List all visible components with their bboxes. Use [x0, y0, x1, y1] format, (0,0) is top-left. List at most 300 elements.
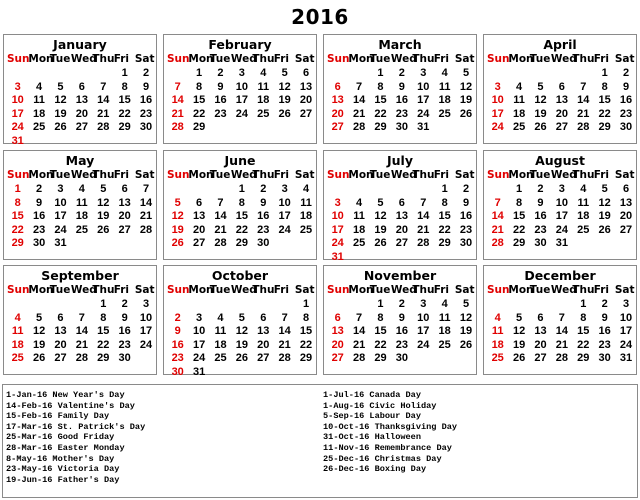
day-cell: 1	[238, 183, 245, 195]
weekday-label: Mon	[188, 284, 214, 296]
day-cell: 19	[598, 210, 611, 222]
day-cell: 22	[438, 223, 451, 236]
day-cell: 7	[142, 183, 150, 195]
day-cell: 9	[537, 196, 544, 209]
day-cell: 4	[356, 196, 363, 209]
day-cell: 28	[577, 121, 590, 133]
empty-day-cell	[508, 298, 529, 312]
day-cell: 31	[331, 250, 344, 263]
day-cell: 2	[217, 67, 224, 79]
empty-day-cell	[210, 183, 231, 197]
weekday-label: Mon	[28, 53, 54, 65]
empty-day-cell	[231, 298, 252, 312]
holidays-column-left	[6, 390, 145, 485]
day-cell: 21	[577, 107, 590, 120]
day-cell: 18	[32, 107, 46, 120]
day-cell: 17	[54, 210, 67, 222]
weekday-label: Sat	[614, 169, 635, 181]
month-name: September	[41, 268, 119, 283]
day-cell: 20	[619, 210, 633, 222]
weekday-label: Mon	[188, 53, 214, 65]
month-name: June	[224, 153, 256, 168]
weekday-label: Sat	[294, 169, 315, 181]
day-cell: 29	[598, 121, 611, 133]
day-cell: 4	[14, 311, 21, 324]
day-cell: 28	[491, 237, 504, 249]
month-name: May	[65, 153, 95, 168]
day-cell: 10	[619, 311, 633, 324]
day-cell: 21	[214, 223, 227, 236]
day-cell: 20	[75, 107, 88, 120]
day-cell: 9	[462, 196, 470, 209]
weekday-label: Tue	[49, 169, 71, 181]
weekday-label: Sun	[327, 284, 350, 296]
day-cell: 5	[462, 67, 470, 79]
day-cell: 1	[100, 298, 107, 310]
day-cell: 4	[441, 298, 448, 310]
day-cell: 12	[512, 325, 526, 337]
day-cell: 17	[619, 325, 633, 337]
day-cell: 24	[619, 338, 633, 351]
day-cell: 30	[534, 237, 547, 249]
day-cell: 2	[622, 67, 630, 79]
holiday-item: 31-Oct-16 Halloween	[323, 432, 421, 443]
day-cell: 29	[577, 352, 590, 364]
day-cell: 6	[121, 183, 128, 195]
weekday-label: Thu	[412, 284, 435, 296]
day-cell: 15	[118, 94, 131, 106]
day-cell: 12	[598, 196, 611, 209]
day-grid	[484, 67, 636, 135]
day-cell: 27	[331, 121, 344, 133]
day-cell: 16	[395, 325, 408, 337]
day-grid	[164, 183, 316, 251]
day-cell: 11	[11, 325, 24, 337]
holiday-item: 19-Jun-16 Father's Day	[6, 474, 120, 485]
day-cell: 9	[217, 80, 224, 93]
empty-day-cell	[348, 183, 369, 197]
day-cell: 12	[54, 94, 67, 106]
day-cell: 31	[11, 134, 24, 147]
day-cell: 31	[192, 365, 206, 378]
month-may	[3, 150, 157, 260]
weekday-header	[164, 283, 316, 298]
weekday-label: Wed	[550, 169, 577, 181]
weekday-label: Tue	[209, 169, 231, 181]
day-cell: 22	[235, 223, 248, 236]
weekday-label: Mon	[508, 53, 534, 65]
day-grid	[4, 67, 156, 148]
day-cell: 26	[97, 223, 110, 236]
day-cell: 17	[555, 210, 568, 222]
day-cell: 3	[196, 311, 203, 324]
day-cell: 14	[97, 94, 110, 106]
day-cell: 1	[196, 67, 203, 79]
empty-day-cell	[71, 298, 92, 312]
weekday-label: Sun	[487, 284, 510, 296]
month-december	[483, 265, 637, 375]
weekday-header	[4, 283, 156, 298]
weekday-label: Thu	[92, 284, 115, 296]
day-cell: 23	[619, 107, 633, 120]
weekday-header	[484, 52, 636, 67]
day-cell: 8	[121, 80, 128, 93]
day-cell: 10	[417, 311, 430, 324]
weekday-label: Sat	[454, 284, 475, 296]
day-cell: 21	[417, 223, 430, 236]
day-cell: 16	[171, 338, 184, 351]
day-cell: 18	[214, 338, 227, 351]
month-name: January	[53, 37, 107, 52]
day-cell: 30	[619, 121, 633, 133]
weekday-label: Thu	[252, 284, 275, 296]
day-cell: 25	[512, 121, 526, 133]
day-cell: 24	[192, 352, 206, 364]
day-cell: 12	[374, 210, 387, 222]
day-cell: 14	[139, 196, 153, 209]
day-cell: 23	[214, 107, 227, 120]
weekday-label: Sun	[7, 169, 30, 181]
day-cell: 5	[174, 196, 181, 209]
weekday-label: Fri	[593, 53, 609, 65]
day-cell: 14	[171, 94, 184, 106]
day-cell: 29	[374, 352, 387, 364]
day-cell: 10	[331, 210, 344, 222]
day-cell: 8	[516, 196, 523, 209]
day-cell: 1	[441, 183, 448, 195]
day-cell: 15	[299, 325, 313, 337]
day-cell: 18	[257, 94, 270, 106]
weekday-label: Mon	[348, 53, 374, 65]
day-cell: 15	[235, 210, 248, 222]
day-cell: 23	[139, 107, 153, 120]
day-cell: 25	[299, 223, 313, 236]
day-cell: 28	[214, 237, 227, 249]
holiday-item: 5-Sep-16 Labour Day	[323, 411, 421, 422]
day-cell: 13	[331, 325, 344, 337]
month-october	[163, 265, 317, 378]
day-cell: 25	[438, 338, 451, 351]
day-cell: 23	[32, 223, 46, 236]
day-cell: 27	[395, 237, 408, 249]
empty-day-cell	[370, 183, 391, 197]
day-cell: 18	[438, 325, 451, 337]
empty-day-cell	[50, 298, 71, 312]
weekday-label: Mon	[348, 284, 374, 296]
weekday-label: Wed	[70, 284, 97, 296]
day-cell: 5	[516, 311, 523, 324]
holiday-item: 15-Feb-16 Family Day	[6, 411, 110, 422]
day-cell: 17	[417, 325, 430, 337]
day-cell: 22	[299, 338, 313, 351]
day-cell: 30	[118, 352, 131, 364]
holiday-item: 14-Feb-16 Valentine's Day	[6, 400, 135, 411]
empty-day-cell	[28, 298, 49, 312]
day-cell: 2	[121, 298, 128, 310]
weekday-label: Fri	[273, 169, 289, 181]
day-cell: 11	[33, 94, 45, 106]
day-cell: 12	[235, 325, 248, 337]
day-cell: 3	[281, 183, 288, 195]
day-cell: 16	[534, 210, 547, 222]
day-cell: 24	[235, 107, 248, 120]
day-cell: 26	[235, 352, 248, 364]
weekday-label: Mon	[508, 284, 534, 296]
day-cell: 8	[601, 80, 608, 93]
weekday-label: Wed	[550, 284, 577, 296]
weekday-label: Thu	[572, 169, 595, 181]
day-cell: 19	[235, 338, 248, 351]
day-cell: 23	[534, 223, 547, 236]
day-cell: 14	[491, 210, 504, 222]
day-grid	[324, 67, 476, 135]
day-cell: 5	[281, 67, 288, 79]
day-cell: 6	[78, 80, 85, 93]
weekday-label: Sun	[167, 284, 190, 296]
day-cell: 14	[75, 325, 88, 337]
day-cell: 13	[395, 210, 408, 222]
month-name: April	[543, 37, 577, 52]
day-cell: 6	[196, 196, 203, 209]
day-cell: 4	[516, 80, 523, 93]
weekday-header	[484, 168, 636, 183]
weekday-label: Wed	[390, 169, 417, 181]
day-cell: 26	[459, 338, 473, 351]
holiday-item: 1-Jan-16 New Year's Day	[6, 390, 125, 400]
day-cell: 21	[278, 338, 291, 351]
weekday-label: Thu	[92, 53, 115, 65]
weekday-header	[324, 283, 476, 298]
day-cell: 8	[14, 196, 21, 209]
day-cell: 12	[459, 311, 473, 324]
empty-day-cell	[253, 298, 274, 312]
day-cell: 29	[299, 352, 313, 364]
day-cell: 20	[331, 107, 344, 120]
day-cell: 21	[352, 338, 366, 351]
empty-day-cell	[391, 183, 412, 197]
day-cell: 22	[11, 223, 24, 236]
day-grid	[324, 298, 476, 366]
day-cell: 7	[356, 80, 363, 93]
weekday-label: Sat	[454, 169, 475, 181]
weekday-label: Sat	[454, 53, 475, 65]
weekday-label: Thu	[92, 169, 115, 181]
day-cell: 30	[459, 237, 473, 249]
weekday-label: Tue	[209, 284, 231, 296]
day-cell: 20	[555, 107, 568, 120]
day-cell: 15	[374, 325, 387, 337]
day-cell: 30	[598, 352, 611, 364]
holiday-item: 8-May-16 Mother's Day	[6, 453, 115, 464]
day-cell: 12	[278, 80, 291, 93]
day-cell: 1	[580, 298, 587, 310]
month-september	[3, 265, 157, 375]
day-cell: 17	[235, 94, 248, 106]
day-cell: 21	[75, 338, 88, 351]
day-cell: 13	[192, 210, 206, 222]
weekday-label: Thu	[412, 169, 435, 181]
weekday-label: Wed	[390, 284, 417, 296]
day-cell: 11	[257, 80, 270, 93]
day-cell: 24	[491, 121, 504, 133]
day-cell: 9	[174, 325, 181, 337]
day-cell: 13	[299, 80, 313, 93]
day-cell: 16	[118, 325, 131, 337]
weekday-label: Wed	[230, 53, 257, 65]
empty-day-cell	[188, 183, 209, 197]
day-cell: 27	[299, 107, 313, 120]
weekday-label: Fri	[113, 284, 129, 296]
holiday-item: 26-Dec-16 Boxing Day	[323, 464, 427, 475]
day-cell: 25	[352, 237, 366, 249]
day-cell: 31	[54, 237, 67, 249]
day-cell: 25	[438, 107, 451, 120]
day-cell: 30	[395, 121, 408, 133]
day-cell: 12	[171, 210, 184, 222]
day-cell: 9	[601, 311, 608, 324]
day-cell: 28	[75, 352, 88, 364]
day-cell: 1	[121, 67, 128, 79]
weekday-label: Thu	[572, 284, 595, 296]
day-cell: 24	[331, 237, 344, 249]
day-cell: 27	[555, 121, 568, 133]
weekday-label: Tue	[369, 53, 391, 65]
day-cell: 9	[622, 80, 630, 93]
day-cell: 10	[417, 80, 430, 93]
day-cell: 22	[598, 107, 611, 120]
weekday-label: Mon	[188, 169, 214, 181]
day-cell: 11	[76, 196, 88, 209]
day-cell: 30	[257, 237, 270, 249]
day-cell: 19	[459, 94, 473, 106]
day-cell: 30	[171, 365, 184, 378]
day-cell: 13	[331, 94, 344, 106]
weekday-label: Wed	[230, 169, 257, 181]
weekday-label: Sat	[134, 169, 155, 181]
weekday-label: Fri	[433, 53, 449, 65]
day-cell: 3	[334, 196, 341, 209]
day-cell: 10	[555, 196, 568, 209]
day-cell: 7	[494, 196, 501, 209]
day-cell: 2	[174, 311, 181, 324]
weekday-label: Tue	[49, 53, 71, 65]
day-cell: 12	[534, 94, 547, 106]
day-cell: 4	[217, 311, 224, 324]
day-cell: 28	[417, 237, 430, 249]
weekday-header	[484, 283, 636, 298]
empty-day-cell	[327, 67, 348, 81]
empty-day-cell	[7, 298, 28, 312]
day-cell: 23	[171, 352, 184, 364]
day-cell: 27	[54, 352, 67, 364]
day-cell: 7	[100, 80, 107, 93]
weekday-label: Tue	[529, 284, 551, 296]
day-cell: 15	[97, 325, 110, 337]
weekday-label: Fri	[113, 53, 129, 65]
day-cell: 26	[459, 107, 473, 120]
day-cell: 5	[57, 80, 64, 93]
day-cell: 29	[97, 352, 110, 364]
day-cell: 19	[534, 107, 547, 120]
day-cell: 5	[537, 80, 544, 93]
day-cell: 21	[352, 107, 366, 120]
day-cell: 6	[537, 311, 544, 324]
holiday-item: 1-Jul-16 Canada Day	[323, 390, 421, 400]
day-cell: 28	[352, 352, 366, 364]
weekday-label: Sun	[7, 53, 30, 65]
day-cell: 16	[598, 325, 611, 337]
day-cell: 24	[278, 223, 291, 236]
day-cell: 8	[302, 311, 310, 324]
weekday-label: Fri	[593, 284, 609, 296]
day-cell: 13	[118, 196, 131, 209]
day-cell: 26	[534, 121, 547, 133]
day-cell: 20	[395, 223, 408, 236]
empty-day-cell	[71, 67, 92, 81]
day-cell: 22	[374, 338, 387, 351]
day-cell: 26	[374, 237, 387, 249]
weekday-label: Sun	[327, 169, 350, 181]
day-cell: 28	[352, 121, 366, 133]
day-cell: 5	[377, 196, 384, 209]
empty-day-cell	[167, 67, 188, 81]
month-name: February	[208, 37, 272, 52]
empty-day-cell	[487, 183, 508, 197]
day-cell: 1	[601, 67, 608, 79]
month-august	[483, 150, 637, 260]
day-cell: 18	[352, 223, 366, 236]
day-cell: 17	[331, 223, 344, 236]
month-july	[323, 150, 477, 263]
day-grid	[484, 298, 636, 366]
day-cell: 10	[235, 80, 248, 93]
day-cell: 14	[352, 94, 366, 106]
day-cell: 27	[257, 352, 270, 364]
day-cell: 26	[598, 223, 611, 236]
weekday-label: Tue	[49, 284, 71, 296]
day-cell: 24	[417, 338, 430, 351]
day-cell: 31	[417, 121, 430, 133]
day-cell: 3	[558, 183, 565, 195]
day-cell: 18	[11, 338, 24, 351]
empty-day-cell	[327, 183, 348, 197]
month-june	[163, 150, 317, 260]
day-cell: 20	[534, 338, 547, 351]
empty-day-cell	[188, 298, 209, 312]
day-cell: 1	[516, 183, 523, 195]
day-cell: 29	[374, 121, 387, 133]
day-cell: 20	[192, 223, 206, 236]
weekday-label: Thu	[252, 53, 275, 65]
day-cell: 17	[192, 338, 206, 351]
holiday-item: 23-May-16 Victoria Day	[6, 464, 120, 475]
day-cell: 19	[512, 338, 526, 351]
day-cell: 27	[192, 237, 206, 249]
month-name: August	[535, 153, 585, 168]
day-cell: 9	[121, 311, 128, 324]
day-cell: 4	[494, 311, 501, 324]
day-cell: 28	[139, 223, 153, 236]
day-cell: 6	[302, 67, 310, 79]
day-cell: 8	[580, 311, 587, 324]
day-cell: 3	[494, 80, 501, 93]
day-cell: 25	[11, 352, 24, 364]
day-cell: 8	[377, 311, 384, 324]
weekday-label: Fri	[433, 169, 449, 181]
day-cell: 26	[32, 352, 46, 364]
day-cell: 7	[356, 311, 363, 324]
day-cell: 24	[54, 223, 67, 236]
